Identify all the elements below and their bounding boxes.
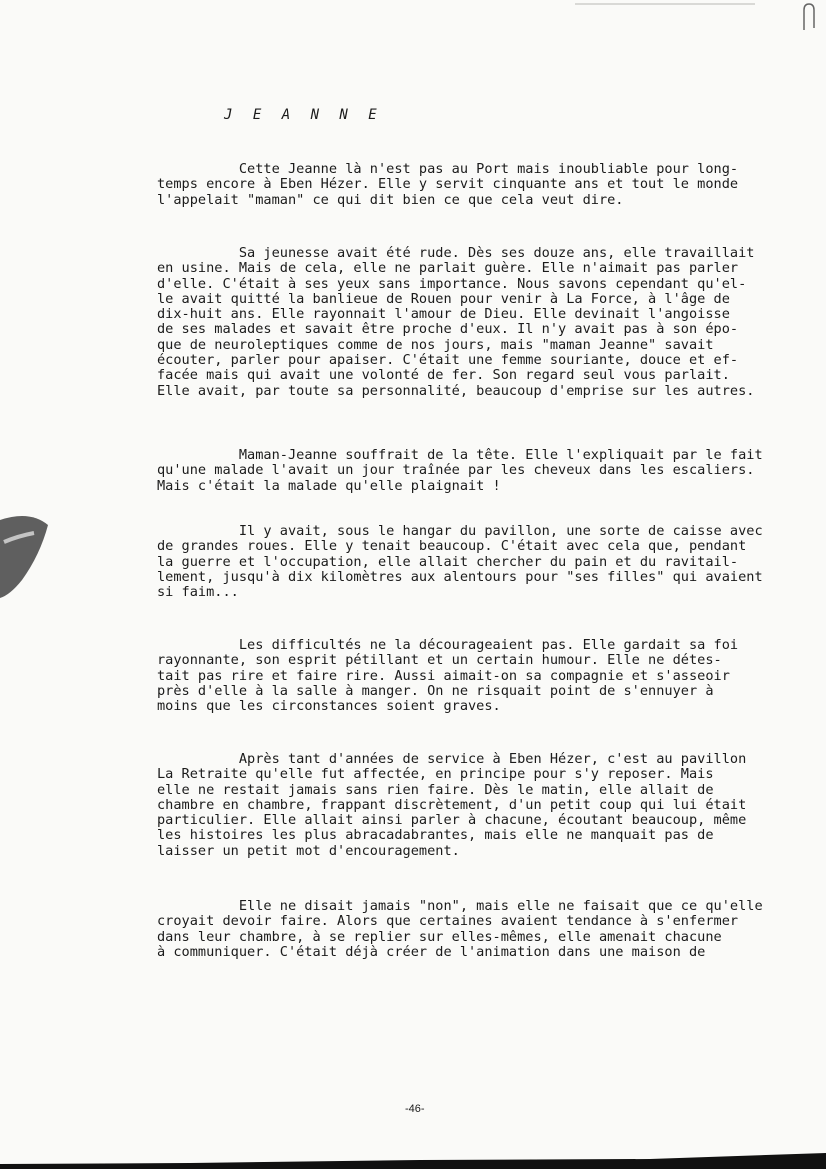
page-number: -46- [405, 1103, 425, 1115]
paragraph-7: Elle ne disait jamais "non", mais elle ne faisait que ce qu'elle croyait devoir faire. Alors que certaines avaient tendance à s'enfermer dans leur chambre, à se replier sur elles-mêmes, elle amenait chacune à communiquer. C'était déjà créer de l'animation dans une maison de [157, 898, 763, 960]
scan-left-smudge [0, 500, 52, 600]
scan-bottom-edge [0, 1150, 826, 1169]
document-title: J E A N N E [224, 107, 383, 123]
paragraph-2: Sa jeunesse avait été rude. Dès ses douze ans, elle travaillait en usine. Mais de cela, elle ne parlait guère. Elle n'aimait pas parler d'elle. C'était à ses yeux sans importance. Nous savons cependant qu'el- le avait quitté la banlieue de Rouen pour venir à La Force, à l'âge de dix-huit ans. Elle rayonnait l'amour de Dieu. Elle devinait l'angoisse de ses malades et savait être proche d'eux. Il n'y avait pas à son épo- que de neuroleptiques comme de nos jours, mais "maman Jeanne" savait écouter, parler pour apaiser. C'était une femme souriante, douce et ef- facée mais qui avait une volonté de fer. Son regard seul vous parlait. Elle avait, par toute sa personnalité, beaucoup d'emprise sur les autres. [157, 245, 755, 399]
paragraph-6: Après tant d'années de service à Eben Hézer, c'est au pavillon La Retraite qu'elle fut affectée, en principe pour s'y reposer. Mais elle ne restait jamais sans rien faire. Dès le matin, elle allait de chambre en chambre, frappant discrètement, d'un petit coup qui lui était particulier. Elle allait ainsi parler à chacune, écoutant beaucoup, même les histoires les plus abracadabrantes, mais elle ne manquait pas de laisser un petit mot d'encouragement. [157, 751, 747, 859]
paragraph-3: Maman-Jeanne souffrait de la tête. Elle l'expliquait par le fait qu'une malade l'avait un jour traînée par les cheveux dans les escaliers. Mais c'était la malade qu'elle plaignait ! [157, 447, 763, 494]
paragraph-1: Cette Jeanne là n'est pas au Port mais inoubliable pour long- temps encore à Eben Hézer. Elle y servit cinquante ans et tout le monde l'appelait "maman" ce qui dit bien ce que cela veut dire. [157, 161, 739, 208]
paper-clip-mark [800, 2, 816, 32]
paragraph-4: Il y avait, sous le hangar du pavillon, une sorte de caisse avec de grandes roues. Elle y tenait beaucoup. C'était avec cela que, pendant la guerre et l'occupation, elle allait chercher du pain et du ravitail- lement, jusqu'à dix kilomètres aux alentours pour "ses filles" qui avaient si faim... [157, 523, 763, 601]
paragraph-5: Les difficultés ne la décourageaient pas. Elle gardait sa foi rayonnante, son esprit pétillant et un certain humour. Elle ne détes- tait pas rire et faire rire. Aussi aimait-on sa compagnie et s'asseoir près d'elle à la salle à manger. On ne risquait point de s'ennuyer à moins que les circonstances soient graves. [157, 637, 739, 715]
scan-top-artifact [575, 3, 755, 5]
